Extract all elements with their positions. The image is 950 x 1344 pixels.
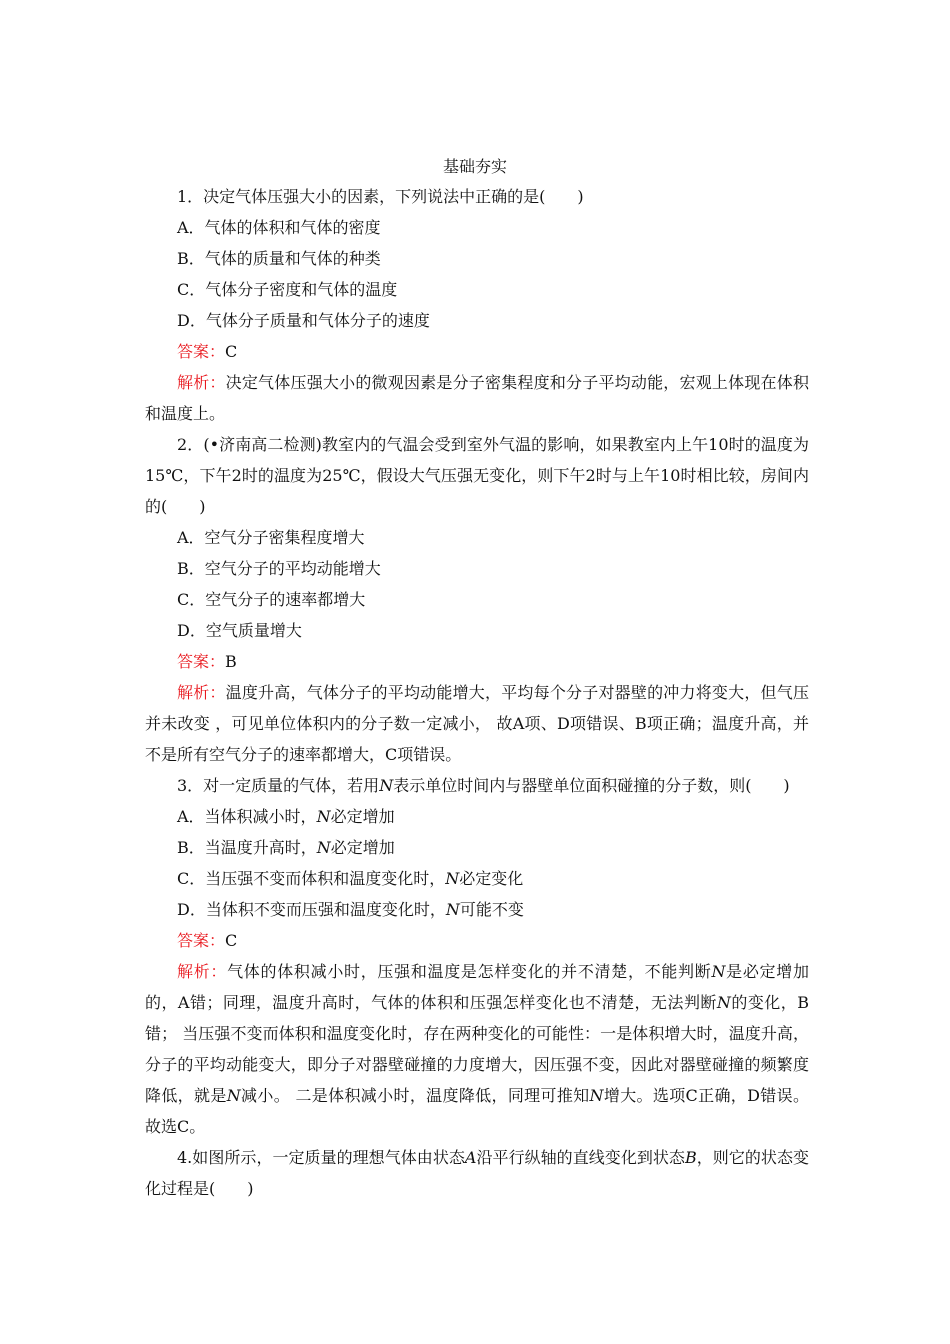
question-3-option-b xyxy=(145,832,809,863)
analysis-text: 气体的体积减小时，压强和温度是怎样变化的并不清楚，不能判断 xyxy=(227,962,712,981)
variable-b: B xyxy=(684,1148,697,1167)
answer-label: 答案： xyxy=(177,931,226,950)
variable-n: N xyxy=(316,838,331,857)
question-2-option-c: C．空气分子的速率都增大 xyxy=(177,590,366,609)
analysis-text: 温度升高，气体分子的平均动能增大，平均每个分子对器壁的冲力将变大，但气压并未改变 ，可见单位体积内的分子数一定减小， 故A项、D项错误、B项正确；温度升高，并不是所有空气分子的速率都增大，C项错误。 xyxy=(145,683,809,764)
question-1-option-b: B．气体的质量和气体的种类 xyxy=(177,249,381,268)
option-text: A．当体积减小时， xyxy=(177,807,317,826)
answer-value: C xyxy=(225,342,238,361)
variable-n: N xyxy=(445,869,460,888)
question-3-option-a xyxy=(145,801,809,832)
option-text: D．当体积不变而压强和温度变化时， xyxy=(177,900,446,919)
question-4-stem xyxy=(145,1142,809,1204)
analysis-text: 是必定增加的，A错；同理，温度升高时，气体的体积和压强怎样变化也不清楚，无法判断 xyxy=(145,962,809,1012)
analysis-text: 决定气体压强大小的微观因素是分子密集程度和分子平均动能，宏观上体现在体积和温度上。 xyxy=(145,373,809,423)
variable-a: A xyxy=(464,1148,477,1167)
question-list xyxy=(145,181,809,1204)
question-1-option-a: A．气体的体积和气体的密度 xyxy=(177,218,381,237)
analysis-text: 减小。 二是体积减小时，温度降低，同理可推知 xyxy=(240,1086,590,1105)
stem-text: 表示单位时间内与器壁单位面积碰撞的分子数，则( ) xyxy=(393,776,790,795)
question-2-option-a: A．空气分子密集程度增大 xyxy=(177,528,365,547)
variable-n: N xyxy=(711,962,726,981)
question-2-option-d: D．空气质量增大 xyxy=(177,621,302,640)
question-1-option-d: D．气体分子质量和气体分子的速度 xyxy=(177,311,430,330)
stem-text: ，则它的状态变化过程是( ) xyxy=(145,1148,809,1198)
question-3-option-d xyxy=(145,894,809,925)
option-text: 必定变化 xyxy=(459,869,524,888)
question-3-stem xyxy=(145,770,809,801)
stem-text: 3．对一定质量的气体，若用 xyxy=(177,776,380,795)
option-text: B．当温度升高时， xyxy=(177,838,317,857)
question-1-option-c: C．气体分子密度和气体的温度 xyxy=(177,280,398,299)
variable-n: N xyxy=(379,776,394,795)
question-2-answer xyxy=(145,646,809,677)
question-2-analysis xyxy=(145,677,809,770)
variable-n: N xyxy=(226,1086,241,1105)
variable-n: N xyxy=(316,807,331,826)
question-2-option-b: B．空气分子的平均动能增大 xyxy=(177,559,381,578)
question-1-answer xyxy=(145,336,809,367)
answer-label: 答案： xyxy=(177,652,226,671)
stem-text: 4.如图所示，一定质量的理想气体由状态 xyxy=(177,1148,465,1167)
analysis-text: 的变化，B错； 当压强不变而体积和温度变化时，存在两种变化的可能性：一是体积增大时，温度升高，分子的平均动能变大，即分子对器壁碰撞的力度增大，因压强不变，因此对器壁碰撞的频繁度降低，就是 xyxy=(145,993,809,1105)
section-title: 基础夯实 xyxy=(442,157,507,176)
option-text: 可能不变 xyxy=(459,900,524,919)
question-3-analysis xyxy=(145,956,809,1142)
option-text: C．当压强不变而体积和温度变化时， xyxy=(177,869,446,888)
question-2-stem: 2．(•济南高二检测)教室内的气温会受到室外气温的影响，如果教室内上午10时的温度为15℃，下午2时的温度为25℃，假设大气压强无变化，则下午2时与上午10时相比较，房间内的( ) xyxy=(145,435,809,516)
stem-text: 沿平行纵轴的直线变化到状态 xyxy=(476,1148,685,1167)
question-1-stem: 1．决定气体压强大小的因素，下列说法中正确的是( ) xyxy=(177,187,584,206)
question-1-analysis xyxy=(145,367,809,429)
question-3-answer xyxy=(145,925,809,956)
option-text: 必定增加 xyxy=(330,807,395,826)
answer-value: B xyxy=(225,652,237,671)
question-3-option-c xyxy=(145,863,809,894)
option-text: 必定增加 xyxy=(330,838,395,857)
analysis-label: 解析： xyxy=(177,683,226,702)
variable-n: N xyxy=(589,1086,604,1105)
analysis-label: 解析： xyxy=(177,962,228,981)
analysis-text: 增大。选项C正确，D错误。故选C。 xyxy=(145,1086,809,1136)
answer-value: C xyxy=(225,931,238,950)
variable-n: N xyxy=(445,900,460,919)
answer-label: 答案： xyxy=(177,342,226,361)
analysis-label: 解析： xyxy=(177,373,226,392)
variable-n: N xyxy=(716,993,731,1012)
